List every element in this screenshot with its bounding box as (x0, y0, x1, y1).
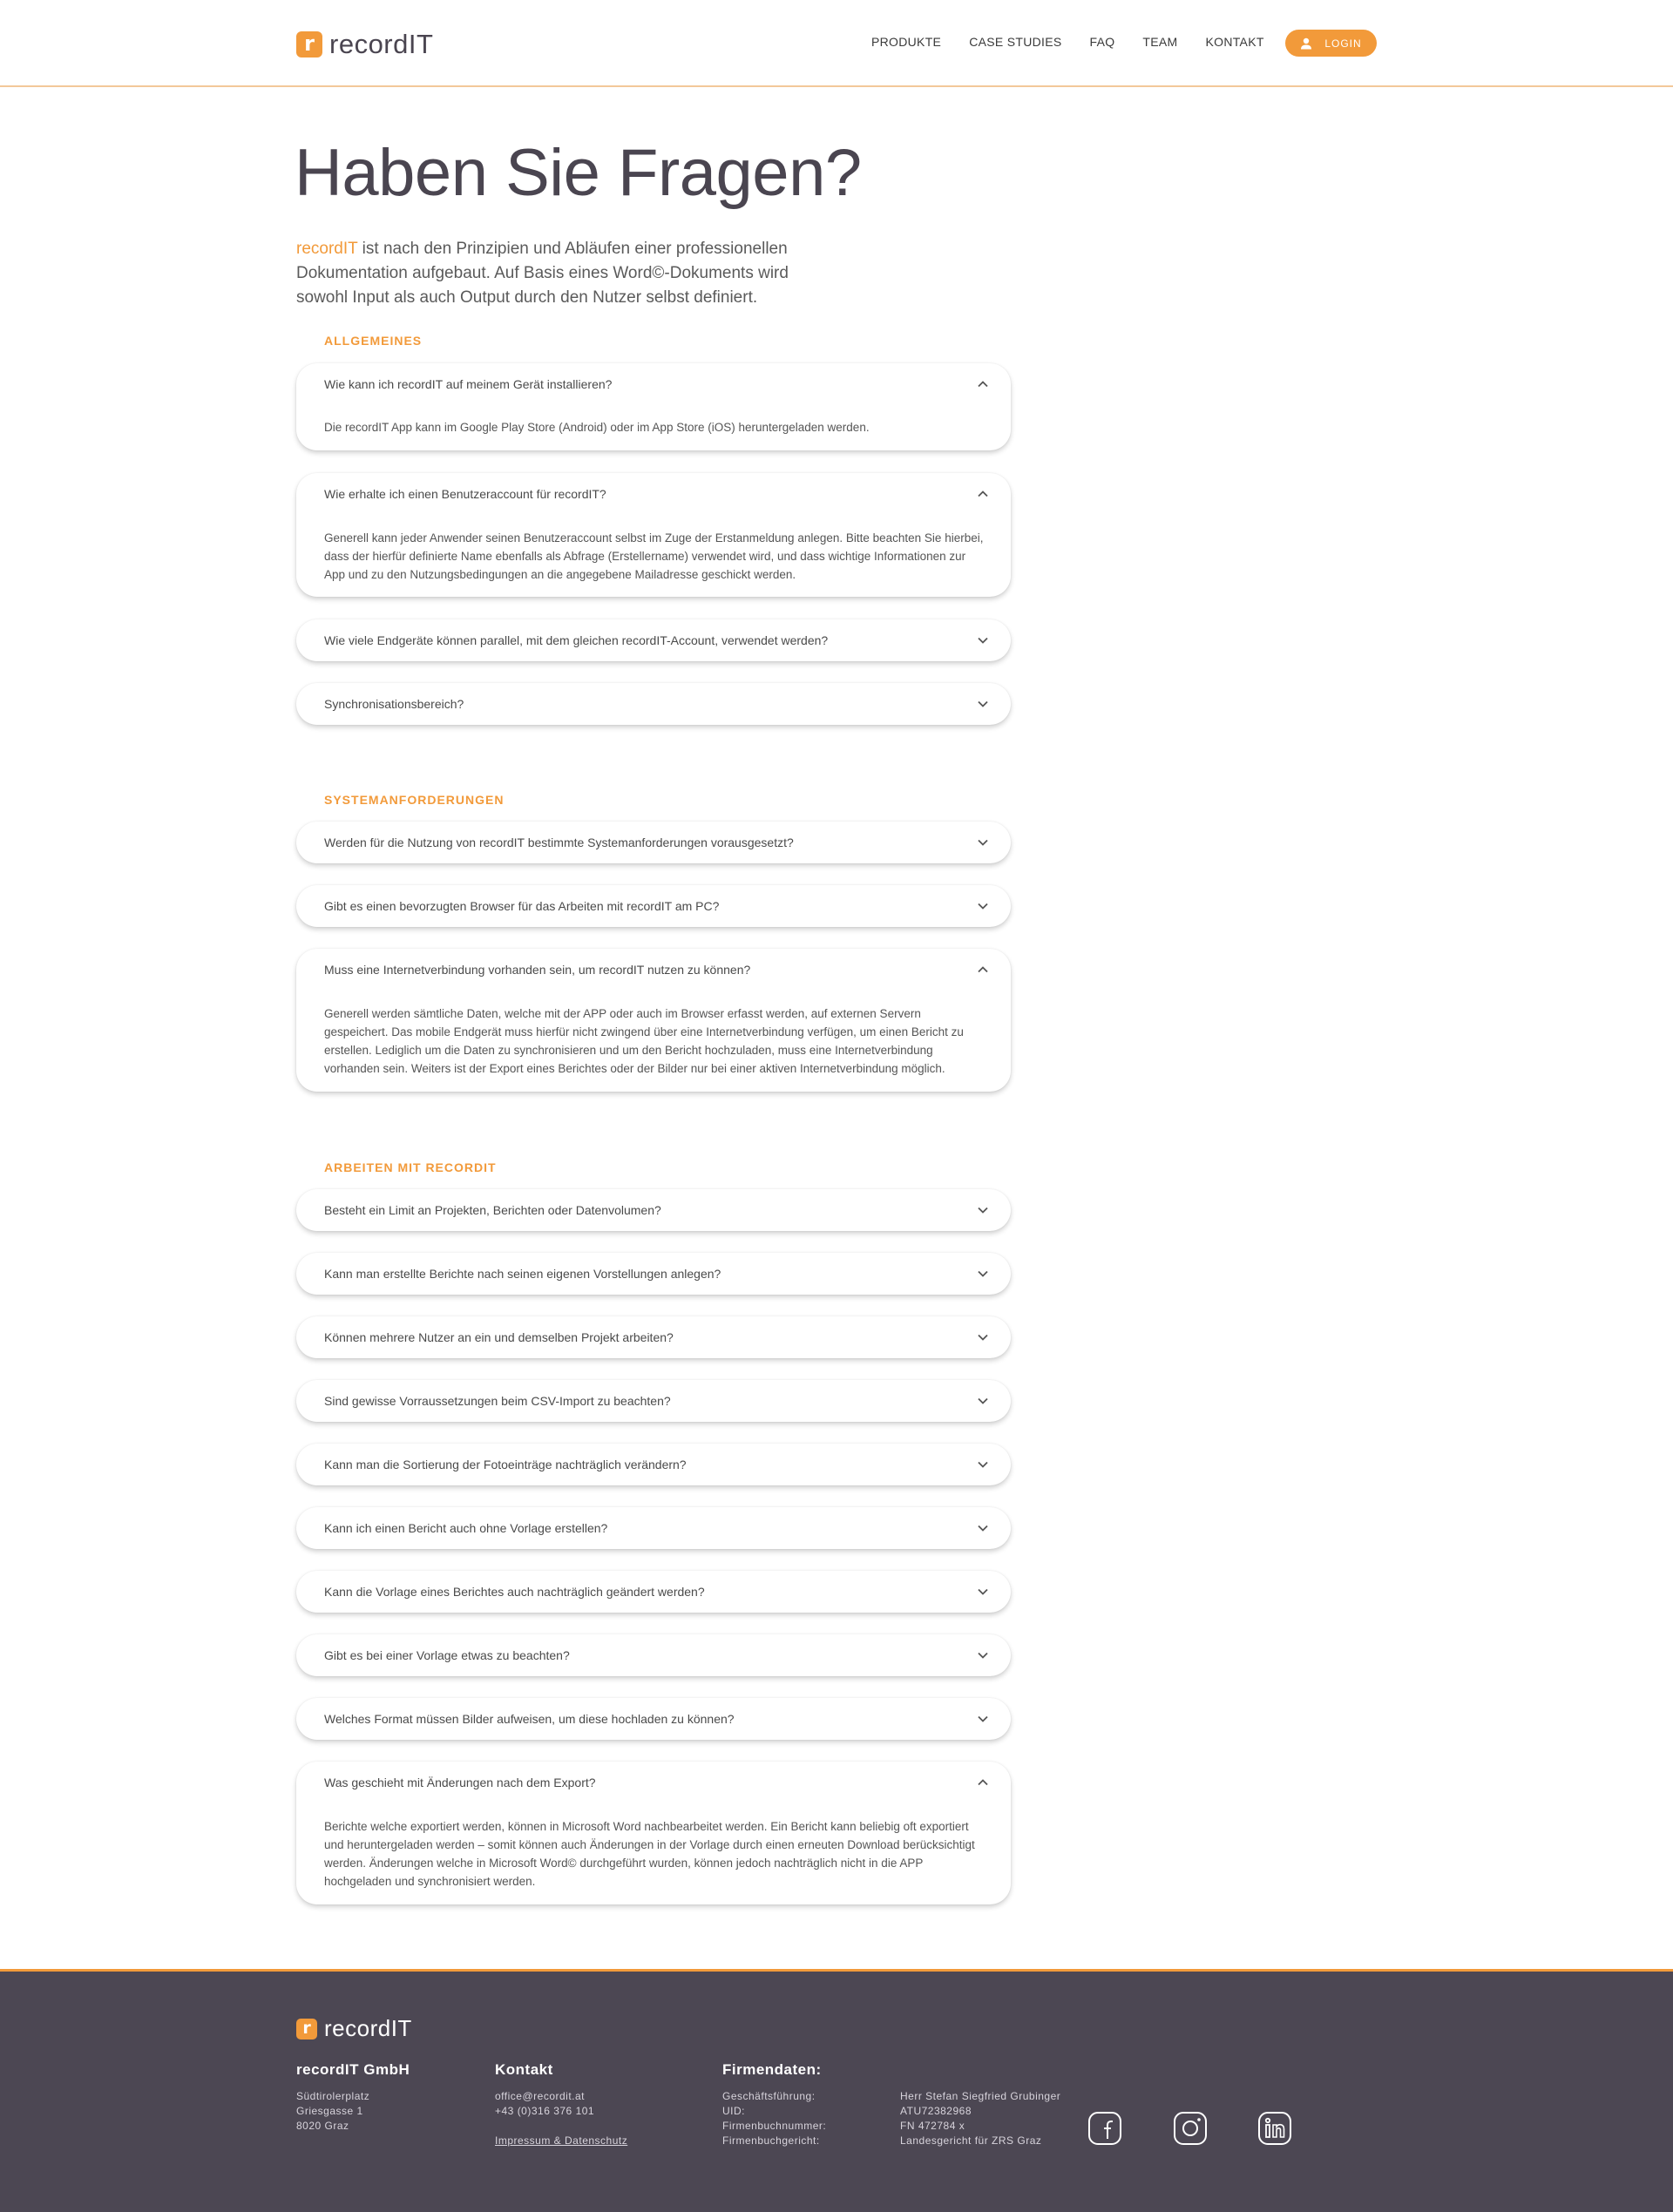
chevron-down-icon (974, 1456, 992, 1473)
chevron-down-icon (974, 897, 992, 915)
logo-icon: r (296, 2019, 317, 2040)
faq-answer: Generell kann jeder Anwender seinen Benutzeraccount selbst im Zuge der Erstanmeldung anlegen. Bitte beachten Sie hierbei, dass der hierfür definierte Name ebenfalls als Abfrage (Erstellername) verwendet wird, und dass wichtige Informationen zur App und zu den Nutzungsbedingungen an die angegebene Mailadresse geschickt werden. (324, 531, 984, 581)
impressum-link[interactable]: Impressum & Datenschutz (495, 2134, 628, 2147)
chevron-down-icon (974, 1583, 992, 1600)
faq-question: Werden für die Nutzung von recordIT bestimmte Systemanforderungen vorausgesetzt? (324, 835, 794, 849)
faq-item[interactable] (296, 949, 1011, 1092)
site-header (0, 0, 1673, 87)
firm-heading: Firmendaten: (722, 2061, 822, 2078)
nav-item-kontakt[interactable]: KONTAKT (1205, 35, 1264, 49)
chevron-down-icon (974, 1329, 992, 1346)
section-title-arbeiten-mit-recordit: ARBEITEN MIT RECORDIT (324, 1160, 497, 1174)
firm-value: FN 472784 x (900, 2120, 965, 2132)
faq-item[interactable] (296, 1253, 1011, 1295)
section-title-allgemeines: ALLGEMEINES (324, 334, 423, 348)
faq-item[interactable] (296, 1316, 1011, 1358)
faq-question: Synchronisationsbereich? (324, 697, 464, 711)
main-nav (871, 35, 1292, 49)
address-line: Griesgasse 1 (296, 2105, 363, 2117)
chevron-up-icon (974, 1774, 992, 1791)
firm-value: Herr Stefan Siegfried Grubinger (900, 2090, 1061, 2102)
instagram-icon[interactable] (1171, 2109, 1209, 2148)
faq-question: Sind gewisse Vorraussetzungen beim CSV-Import zu beachten? (324, 1394, 671, 1408)
nav-item-produkte[interactable]: PRODUKTE (871, 35, 942, 49)
intro-brand: recordIT (296, 240, 358, 258)
address-line: 8020 Graz (296, 2120, 349, 2132)
chevron-up-icon (974, 375, 992, 393)
user-icon (1300, 37, 1312, 50)
faq-item[interactable] (296, 1762, 1011, 1904)
chevron-down-icon (974, 1201, 992, 1219)
login-button[interactable] (1285, 30, 1377, 57)
logo-icon: r (296, 31, 322, 57)
intro-body: ist nach den Prinzipien und Abläufen einer professionellen Dokumentation aufgebaut. Auf Basis eines Word©-Dokuments wird sowohl Input als auch Output durch den Nutzer selbst definiert. (296, 240, 789, 307)
faq-question: Können mehrere Nutzer an ein und demselben Projekt arbeiten? (324, 1330, 674, 1344)
faq-question: Wie kann ich recordIT auf meinem Gerät installieren? (324, 377, 613, 391)
chevron-down-icon (974, 1647, 992, 1664)
firm-label: UID: (722, 2105, 745, 2117)
intro-text (296, 237, 810, 310)
chevron-down-icon (974, 834, 992, 851)
faq-item[interactable] (296, 1507, 1011, 1549)
page-title: Haben Sie Fragen? (295, 136, 862, 210)
faq-item[interactable] (296, 683, 1011, 725)
faq-question: Kann man die Sortierung der Fotoeinträge nachträglich verändern? (324, 1458, 687, 1471)
faq-item[interactable] (296, 885, 1011, 927)
nav-item-faq[interactable]: FAQ (1089, 35, 1115, 49)
faq-item[interactable] (296, 1571, 1011, 1613)
footer-logo[interactable] (296, 2015, 412, 2042)
footer-company (296, 2061, 410, 2134)
logo-text: recordIT (329, 29, 434, 59)
footer-firm (722, 2061, 1060, 2148)
logo[interactable] (296, 29, 433, 60)
contact-phone[interactable]: +43 (0)316 376 101 (495, 2105, 595, 2117)
contact-heading: Kontakt (495, 2061, 553, 2078)
site-footer (0, 1969, 1673, 2212)
firm-value: Landesgericht für ZRS Graz (900, 2134, 1042, 2147)
chevron-down-icon (974, 1392, 992, 1410)
login-label: LOGIN (1324, 37, 1362, 50)
faq-question: Wie erhalte ich einen Benutzeraccount für recordIT? (324, 487, 606, 501)
firm-value: ATU72382968 (900, 2105, 972, 2117)
firm-label: Firmenbuchgericht: (722, 2134, 820, 2147)
facebook-icon[interactable] (1086, 2109, 1124, 2148)
chevron-up-icon (974, 485, 992, 503)
chevron-down-icon (974, 632, 992, 649)
faq-question: Kann die Vorlage eines Berichtes auch nachträglich geändert werden? (324, 1585, 705, 1599)
faq-item[interactable] (296, 1380, 1011, 1422)
chevron-up-icon (974, 961, 992, 978)
firm-label: Firmenbuchnummer: (722, 2120, 827, 2132)
faq-item[interactable] (296, 1634, 1011, 1676)
faq-question: Kann ich einen Bericht auch ohne Vorlage erstellen? (324, 1521, 608, 1535)
faq-item[interactable] (296, 619, 1011, 661)
chevron-down-icon (974, 1519, 992, 1537)
faq-question: Kann man erstellte Berichte nach seinen eigenen Vorstellungen anlegen? (324, 1267, 721, 1281)
chevron-down-icon (974, 1710, 992, 1728)
company-name: recordIT GmbH (296, 2061, 410, 2078)
chevron-down-icon (974, 1265, 992, 1282)
faq-question: Besteht ein Limit an Projekten, Berichten oder Datenvolumen? (324, 1203, 661, 1217)
faq-answer: Die recordIT App kann im Google Play Store (Android) oder im App Store (iOS) heruntergeladen werden. (324, 421, 870, 434)
faq-question: Gibt es bei einer Vorlage etwas zu beachten? (324, 1648, 570, 1662)
faq-item[interactable] (296, 363, 1011, 450)
faq-item[interactable] (296, 473, 1011, 597)
nav-item-team[interactable]: TEAM (1142, 35, 1178, 49)
faq-answer: Berichte welche exportiert werden, können in Microsoft Word nachbearbeitet werden. Ein Bericht kann beliebig oft exportiert und heruntergeladen werden – somit können auch Änderungen in der Vorlage durch einen erneuten Download berücksichtigt werden. Änderungen welche in Microsoft Word© durchgeführt wurden, können jedoch nachträglich nicht in die APP hochgeladen und synchronisiert werden. (324, 1820, 975, 1888)
faq-question: Wie viele Endgeräte können parallel, mit dem gleichen recordIT-Account, verwendet werden? (324, 633, 829, 647)
chevron-down-icon (974, 695, 992, 713)
nav-item-case-studies[interactable]: CASE STUDIES (969, 35, 1062, 49)
contact-email[interactable]: office@recordit.at (495, 2090, 586, 2102)
linkedin-icon[interactable] (1256, 2109, 1294, 2148)
footer-contact (495, 2061, 627, 2148)
faq-question: Was geschieht mit Änderungen nach dem Export? (324, 1776, 596, 1789)
faq-answer: Generell werden sämtliche Daten, welche mit der APP oder auch im Browser erfasst werden, auf externen Servern gespeichert. Das mobile Endgerät muss hierfür nicht zwingend über eine Internetverbindung verfügen, um einen Bericht zu erstellen. Lediglich um die Daten zu synchronisieren und um den Bericht hochzuladen, muss eine Internetverbindung vorhanden sein. Weiters ist der Export eines Berichtes oder der Bilder nur bei einer aktiven Internetverbindung möglich. (324, 1007, 964, 1075)
faq-item[interactable] (296, 822, 1011, 863)
faq-item[interactable] (296, 1444, 1011, 1485)
logo-text: recordIT (324, 2015, 412, 2041)
faq-question: Welches Format müssen Bilder aufweisen, um diese hochladen zu können? (324, 1712, 735, 1726)
faq-question: Gibt es einen bevorzugten Browser für das Arbeiten mit recordIT am PC? (324, 899, 720, 913)
firm-label: Geschäftsführung: (722, 2090, 816, 2102)
address-line: Südtirolerplatz (296, 2090, 370, 2102)
faq-item[interactable] (296, 1189, 1011, 1231)
faq-question: Muss eine Internetverbindung vorhanden sein, um recordIT nutzen zu können? (324, 963, 751, 977)
faq-item[interactable] (296, 1698, 1011, 1740)
section-title-systemanforderungen: SYSTEMANFORDERUNGEN (324, 793, 505, 807)
